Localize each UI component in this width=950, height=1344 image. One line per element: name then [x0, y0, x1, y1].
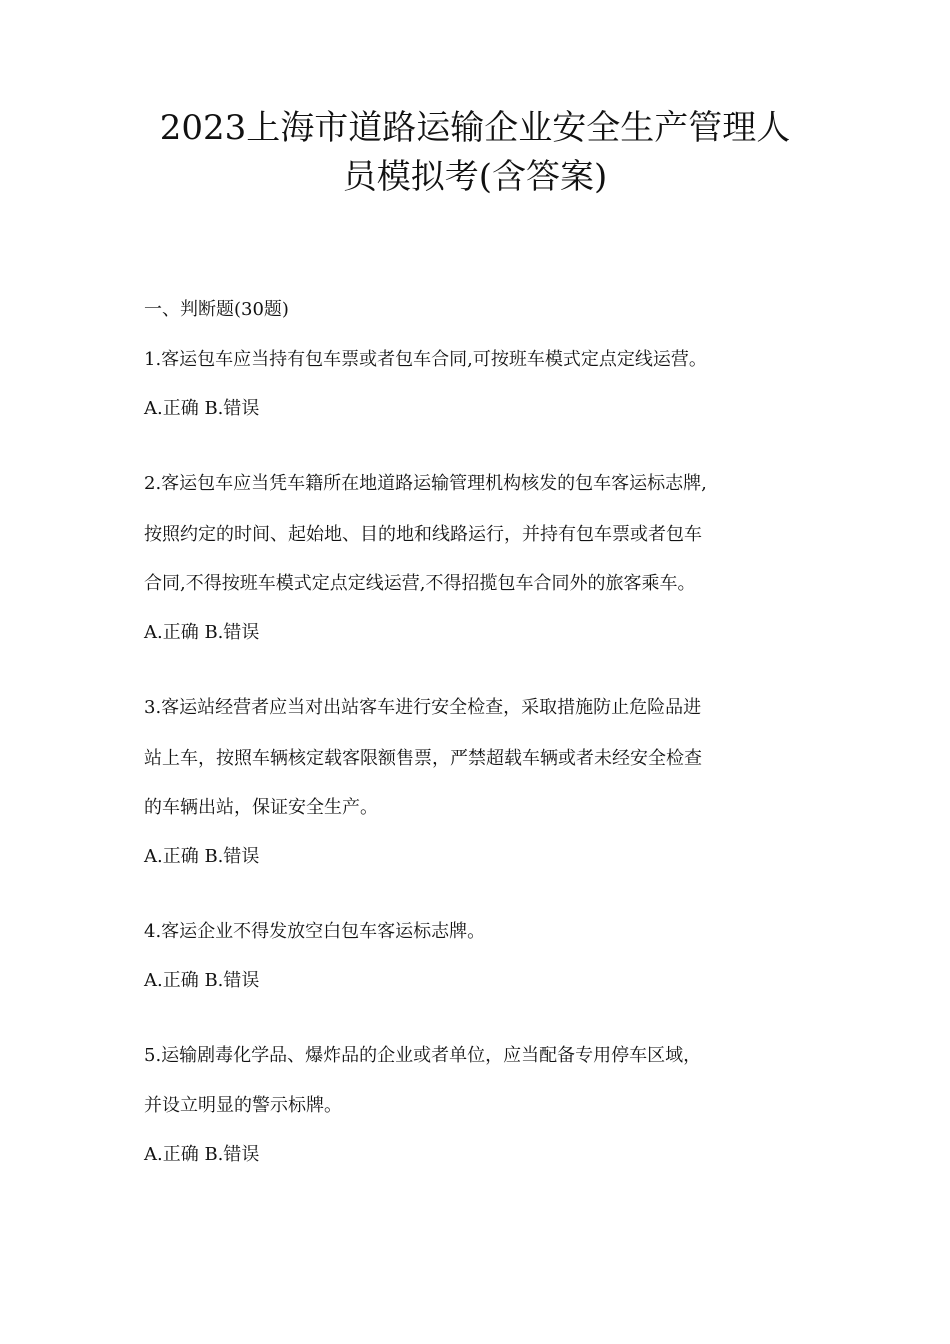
- question-2-options: A.正确 B.错误: [144, 622, 260, 643]
- question-1-options: A.正确 B.错误: [144, 398, 260, 419]
- question-2-line-1: 2.客运包车应当凭车籍所在地道路运输管理机构核发的包车客运标志牌,: [144, 473, 707, 494]
- question-3-line-2: 站上车，按照车辆核定载客限额售票，严禁超载车辆或者未经安全检查: [144, 748, 702, 769]
- question-2-line-3: 合同,不得按班车模式定点定线运营,不得招揽包车合同外的旅客乘车。: [144, 573, 696, 594]
- question-1-line-1: 1.客运包车应当持有包车票或者包车合同,可按班车模式定点定线运营。: [144, 349, 707, 370]
- question-3-line-1: 3.客运站经营者应当对出站客车进行安全检查，采取措施防止危险品进: [144, 697, 702, 718]
- document-title-line-2: 员模拟考(含答案): [342, 157, 608, 197]
- question-4-line-1: 4.客运企业不得发放空白包车客运标志牌。: [144, 921, 486, 942]
- question-3-options: A.正确 B.错误: [144, 846, 260, 867]
- question-5-line-1: 5.运输剧毒化学品、爆炸品的企业或者单位，应当配备专用停车区域，: [144, 1045, 702, 1066]
- question-3-line-3: 的车辆出站，保证安全生产。: [144, 797, 378, 818]
- question-2-line-2: 按照约定的时间、起始地、目的地和线路运行，并持有包车票或者包车: [144, 524, 702, 545]
- question-5-options: A.正确 B.错误: [144, 1144, 260, 1165]
- section-heading: 一、判断题(30题): [144, 299, 289, 320]
- document-title-line-1: 2023上海市道路运输企业安全生产管理人: [159, 108, 791, 148]
- question-5-line-2: 并设立明显的警示标牌。: [144, 1095, 342, 1116]
- question-4-options: A.正确 B.错误: [144, 970, 260, 991]
